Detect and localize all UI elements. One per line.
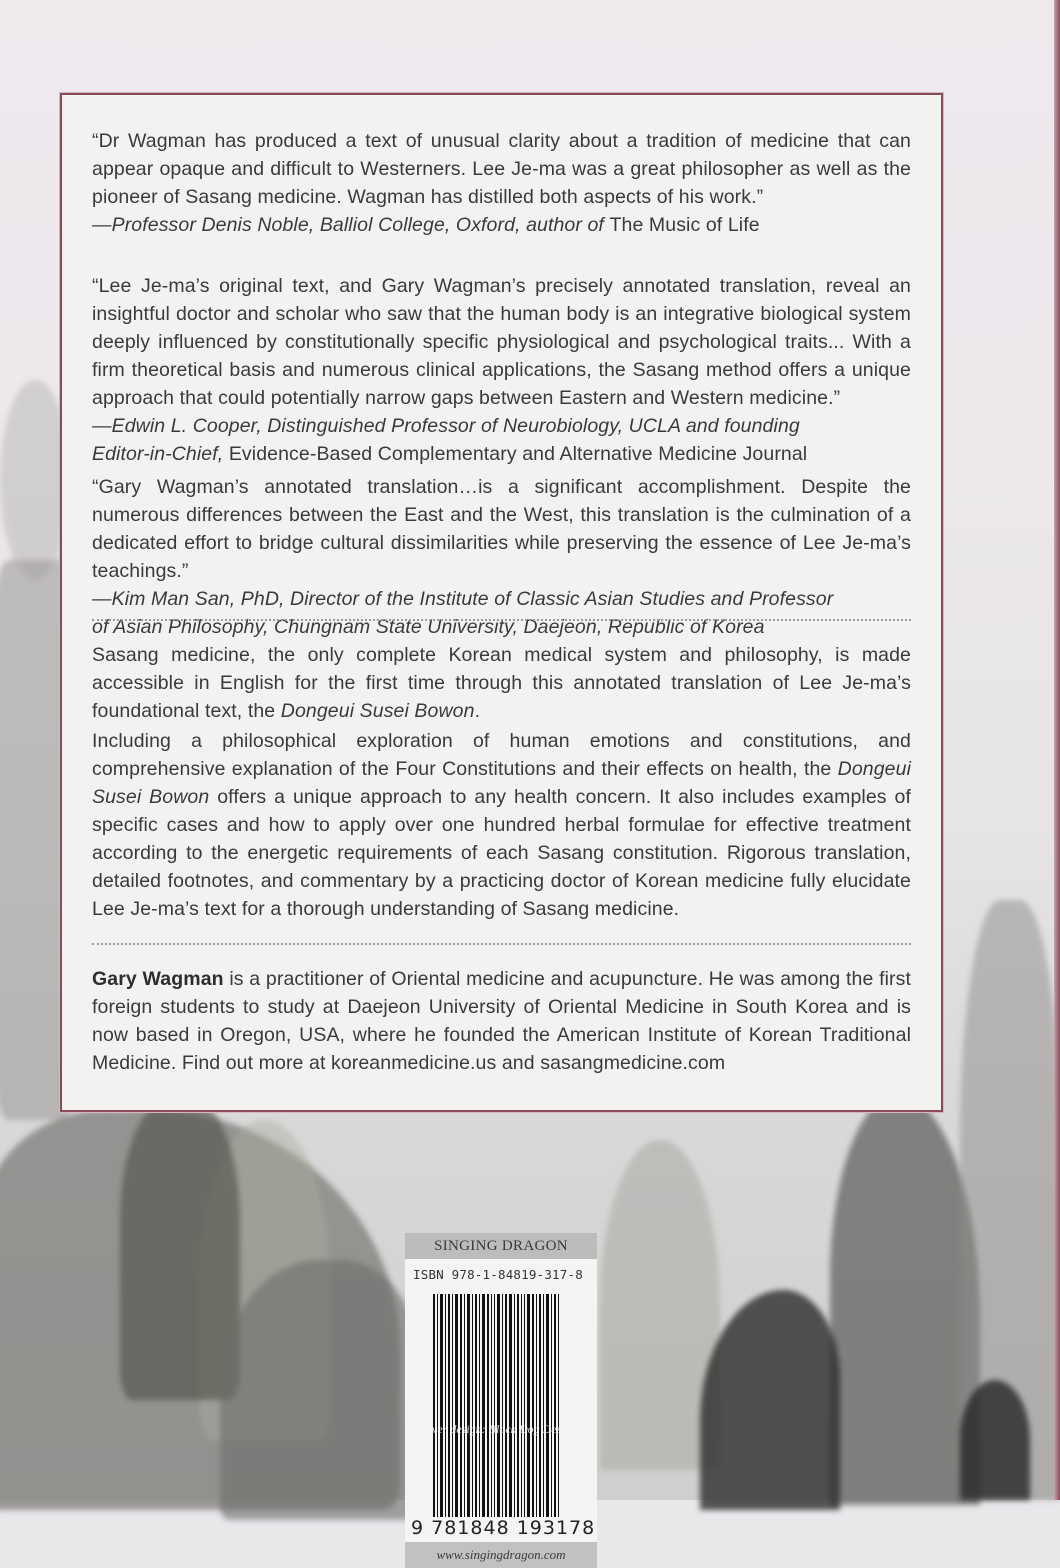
endorsement-quote-1 <box>92 127 911 239</box>
author-name: Gary Wagman <box>92 968 224 990</box>
isbn-label: ISBN 978-1-84819-317-8 <box>413 1267 583 1282</box>
quote-3-attribution-line-1: —Kim Man San, PhD, Director of the Institute of Classic Asian Studies and Professor <box>92 588 834 610</box>
quote-3-text: “Gary Wagman’s annotated translation…is a significant accomplishment. Despite the numerous differences between the East and the West, this translation is the culmination of a dedicated effort to bridge cultural dissimilarities while preserving the essence of Lee Je-ma’s teachings.” <box>92 476 911 582</box>
blurb-panel <box>60 93 943 1112</box>
description-paragraph-1 <box>92 641 911 725</box>
quote-3-attribution-line-2: of Asian Philosophy, Chungnam State University, Daejeon, Republic of Korea <box>92 616 765 638</box>
description-2-text: Including a philosophical exploration of human emotions and constitutions, and comprehensive explanation of the Four Constitutions and their effects on health, the <box>92 730 911 780</box>
quote-2-text: “Lee Je-ma’s original text, and Gary Wagman’s precisely annotated translation, reveal an insightful doctor and scholar who saw that the human body is an integrative biological system deeply influenced by constitutionally specific physiological and psychological traits... With a firm theoretical basis and numerous clinical applications, the Sasang method offers a unique approach that could potentially narrow gaps between Eastern and Western medicine.” <box>92 275 911 409</box>
quote-2-journal-title: Evidence-Based Complementary and Alternative Medicine Journal <box>228 443 808 465</box>
author-bio-text: is a practitioner of Oriental medicine and acupuncture. He was among the first foreign students to study at Daejeon University of Oriental Medicine in South Korea and is now based in Oregon, USA, where he founded the American Institute of Korean Traditional Medicine. Find out more at koreanmedicine.us and sasangmedicine.com <box>92 968 911 1074</box>
barcode-digits: 9 781848 193178 <box>411 1517 596 1539</box>
ink-wash-middle-rock <box>220 1260 420 1520</box>
quote-2-attribution-line-2 <box>92 440 911 468</box>
endorsement-quote-3 <box>92 473 911 641</box>
quote-1-attribution <box>92 211 911 239</box>
dotted-divider-1 <box>92 619 911 621</box>
barcode-icon <box>433 1294 583 1517</box>
barcode-block <box>405 1233 597 1568</box>
description-1-book-title: Dongeui Susei Bowon <box>280 700 475 722</box>
quote-1-text: “Dr Wagman has produced a text of unusual clarity about a tradition of medicine that can appear opaque and difficult to Westerners. Lee Je-ma was a great philosopher as well as the pioneer of Sasang medicine. Wagman has distilled both aspects of his work.” <box>92 130 911 208</box>
quote-1-attribution-text: —Professor Denis Noble, Balliol College, Oxford, author of <box>92 214 604 236</box>
spine-edge <box>1054 0 1060 1500</box>
author-bio <box>92 965 911 1077</box>
quote-1-book-title: The Music of Life <box>609 214 760 236</box>
description-2-rest: offers a unique approach to any health concern. It also includes examples of specific cases and how to apply over one hundred herbal formulae for effective treatment according to the energetic requirements of each Sasang constitution. Rigorous translation, detailed footnotes, and commentary by a practicing doctor of Korean medicine fully elucidate Lee Je-ma’s text for a thorough understanding of Sasang medicine. <box>92 786 912 920</box>
cover-design-credit: Cover design: Black Dog Design <box>418 1422 577 1436</box>
ink-wash-right-black-rock <box>960 1380 1030 1500</box>
publisher-url: www.singingdragon.com <box>405 1542 597 1568</box>
ink-wash-left-shadow <box>120 1100 240 1400</box>
description-1-text: Sasang medicine, the only complete Korean medical system and philosophy, is made accessible in English for the first time through this annotated translation of Lee Je-ma’s foundational text, the <box>92 644 911 722</box>
publisher-name: SINGING DRAGON <box>405 1233 597 1259</box>
description-1-end: . <box>474 700 481 722</box>
description-2-book-title: Dongeui Susei Bowon <box>92 758 911 808</box>
quote-2-attribution-line-1: —Edwin L. Cooper, Distinguished Professor of Neurobiology, UCLA and founding <box>92 415 800 437</box>
description-paragraph-2 <box>92 727 911 923</box>
endorsement-quote-2 <box>92 272 911 468</box>
dotted-divider-2 <box>92 943 911 945</box>
quote-2-attribution-role: Editor-in-Chief, <box>92 443 224 465</box>
